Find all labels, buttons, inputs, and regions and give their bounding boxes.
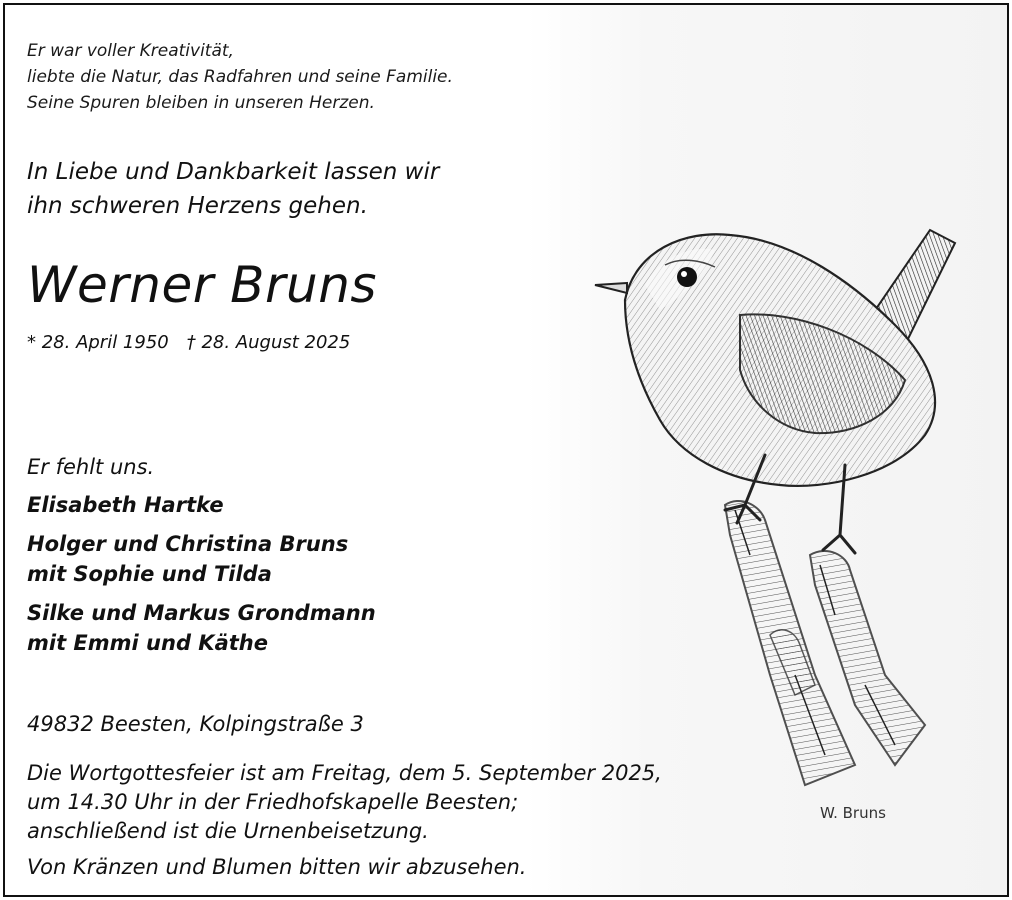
- service-line: anschließend ist die Urnenbeisetzung.: [27, 819, 429, 843]
- artist-signature: W. Bruns: [820, 804, 886, 822]
- service-line: um 14.30 Uhr in der Friedhofskapelle Beesten;: [27, 790, 519, 814]
- mourner-name: Silke und Markus Grondmann: [27, 601, 376, 625]
- address: 49832 Beesten, Kolpingstraße 3: [27, 712, 364, 736]
- obituary-notice: [3, 3, 1009, 897]
- deceased-name: Werner Bruns: [27, 256, 377, 314]
- mourner-group: [27, 529, 348, 589]
- mourner-group: [27, 490, 224, 520]
- intro-line: In Liebe und Dankbarkeit lassen wir: [27, 159, 440, 185]
- birth-date: * 28. April 1950: [27, 332, 169, 353]
- service-line: Die Wortgottesfeier ist am Freitag, dem 5. September 2025,: [27, 761, 662, 785]
- wren-drawing-icon: [565, 205, 985, 805]
- motto-line: Seine Spuren bleiben in unseren Herzen.: [27, 93, 375, 113]
- motto-line: liebte die Natur, das Radfahren und seine Familie.: [27, 67, 453, 87]
- life-dates: [27, 330, 350, 356]
- branch-drawing: [725, 501, 925, 785]
- mourner-name: mit Emmi und Käthe: [27, 631, 268, 655]
- motto-line: Er war voller Kreativität,: [27, 41, 234, 61]
- motto: [27, 38, 453, 116]
- mourner-name: mit Sophie und Tilda: [27, 562, 272, 586]
- flowers-note: Von Kränzen und Blumen bitten wir abzusehen.: [27, 855, 527, 879]
- intro-line: ihn schweren Herzens gehen.: [27, 193, 368, 219]
- mourners-intro: Er fehlt uns.: [27, 455, 155, 479]
- death-date: † 28. August 2025: [186, 332, 351, 353]
- intro-text: [27, 155, 439, 223]
- bird-body: [625, 234, 935, 486]
- mourner-group: [27, 598, 376, 658]
- mourner-name: Elisabeth Hartke: [27, 493, 224, 517]
- mourner-name: Holger und Christina Bruns: [27, 532, 349, 556]
